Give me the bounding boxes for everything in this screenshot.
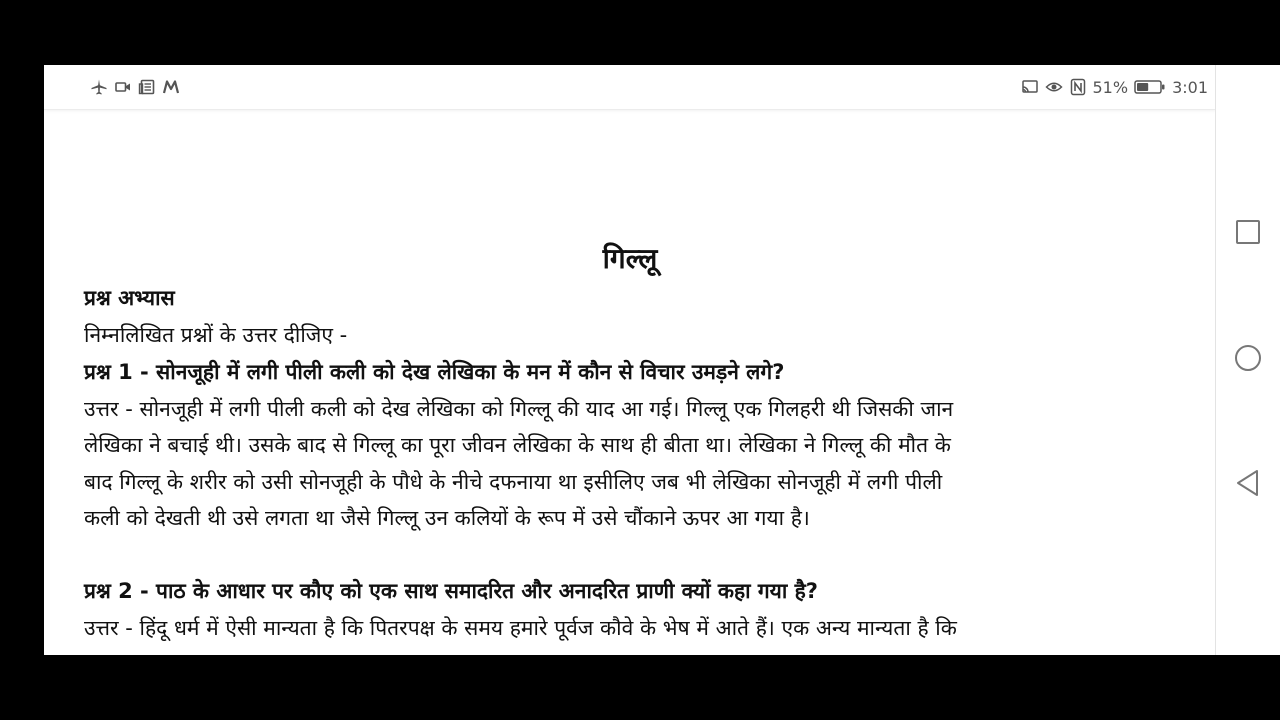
- navigation-bar: [1215, 65, 1280, 655]
- clock: 3:01: [1172, 77, 1208, 97]
- status-left-icons: [90, 77, 180, 97]
- home-button[interactable]: [1234, 346, 1262, 374]
- recent-apps-icon: [1235, 219, 1261, 250]
- status-right-icons: [1021, 77, 1209, 97]
- question-1: प्रश्न 1 - सोनजूही में लगी पीली कली को देख लेखिका के मन में कौन से विचार उमड़ने लगे?: [84, 360, 785, 384]
- airplane-icon: [90, 78, 108, 96]
- video-camera-icon: [114, 78, 132, 96]
- answer-2-line-1: उत्तर - हिंदू धर्म में ऐसी मान्यता है कि पितरपक्ष के समय हमारे पूर्वज कौवे के भेष में आते हैं। एक अन्य मान्यता है कि: [84, 616, 957, 640]
- news-icon: [138, 78, 156, 96]
- back-icon: [1235, 469, 1261, 502]
- battery-percent: 51%: [1092, 77, 1129, 97]
- answer-1-line-3: बाद गिल्लू के शरीर को उसी सोनजूही के पौधे के नीचे दफनाया था इसीलिए जब भी लेखिका सोनजूही में लगी पीली: [84, 470, 943, 494]
- home-icon: [1234, 344, 1262, 377]
- cast-icon: [1021, 78, 1039, 96]
- answer-1-line-1: उत्तर - सोनजूही में लगी पीली कली को देख लेखिका को गिल्लू की याद आ गई। गिल्लू एक गिलहरी थी जिसकी जान: [84, 397, 954, 421]
- answer-1-line-4: कली को देखती थी उसे लगता था जैसे गिल्लू उन कलियों के रूप में उसे चौंकाने ऊपर आ गया है।: [84, 506, 810, 530]
- battery-fill: [1137, 83, 1148, 91]
- status-bar: [44, 65, 1216, 110]
- question-2: प्रश्न 2 - पाठ के आधार पर कौए को एक साथ समादरित और अनादरित प्राणी क्यों कहा गया है?: [84, 579, 818, 603]
- nfc-icon: [1069, 78, 1087, 96]
- back-button[interactable]: [1234, 471, 1262, 499]
- recent-apps-button[interactable]: [1234, 220, 1262, 248]
- answer-1-line-2: लेखिका ने बचाई थी। उसके बाद से गिल्लू का पूरा जीवन लेखिका के साथ ही बीता था। लेखिका ने गिल्लू की मौत के: [84, 433, 951, 457]
- section-heading: प्रश्न अभ्यास: [84, 286, 175, 310]
- instruction-text: निम्नलिखित प्रश्नों के उत्तर दीजिए -: [84, 323, 348, 347]
- document-page: [44, 109, 1216, 655]
- eye-comfort-icon: [1045, 78, 1063, 96]
- phone-screen: [44, 65, 1280, 655]
- document-title: गिल्लू: [602, 242, 658, 275]
- battery-icon: [1134, 78, 1166, 96]
- m-app-icon: [162, 78, 180, 96]
